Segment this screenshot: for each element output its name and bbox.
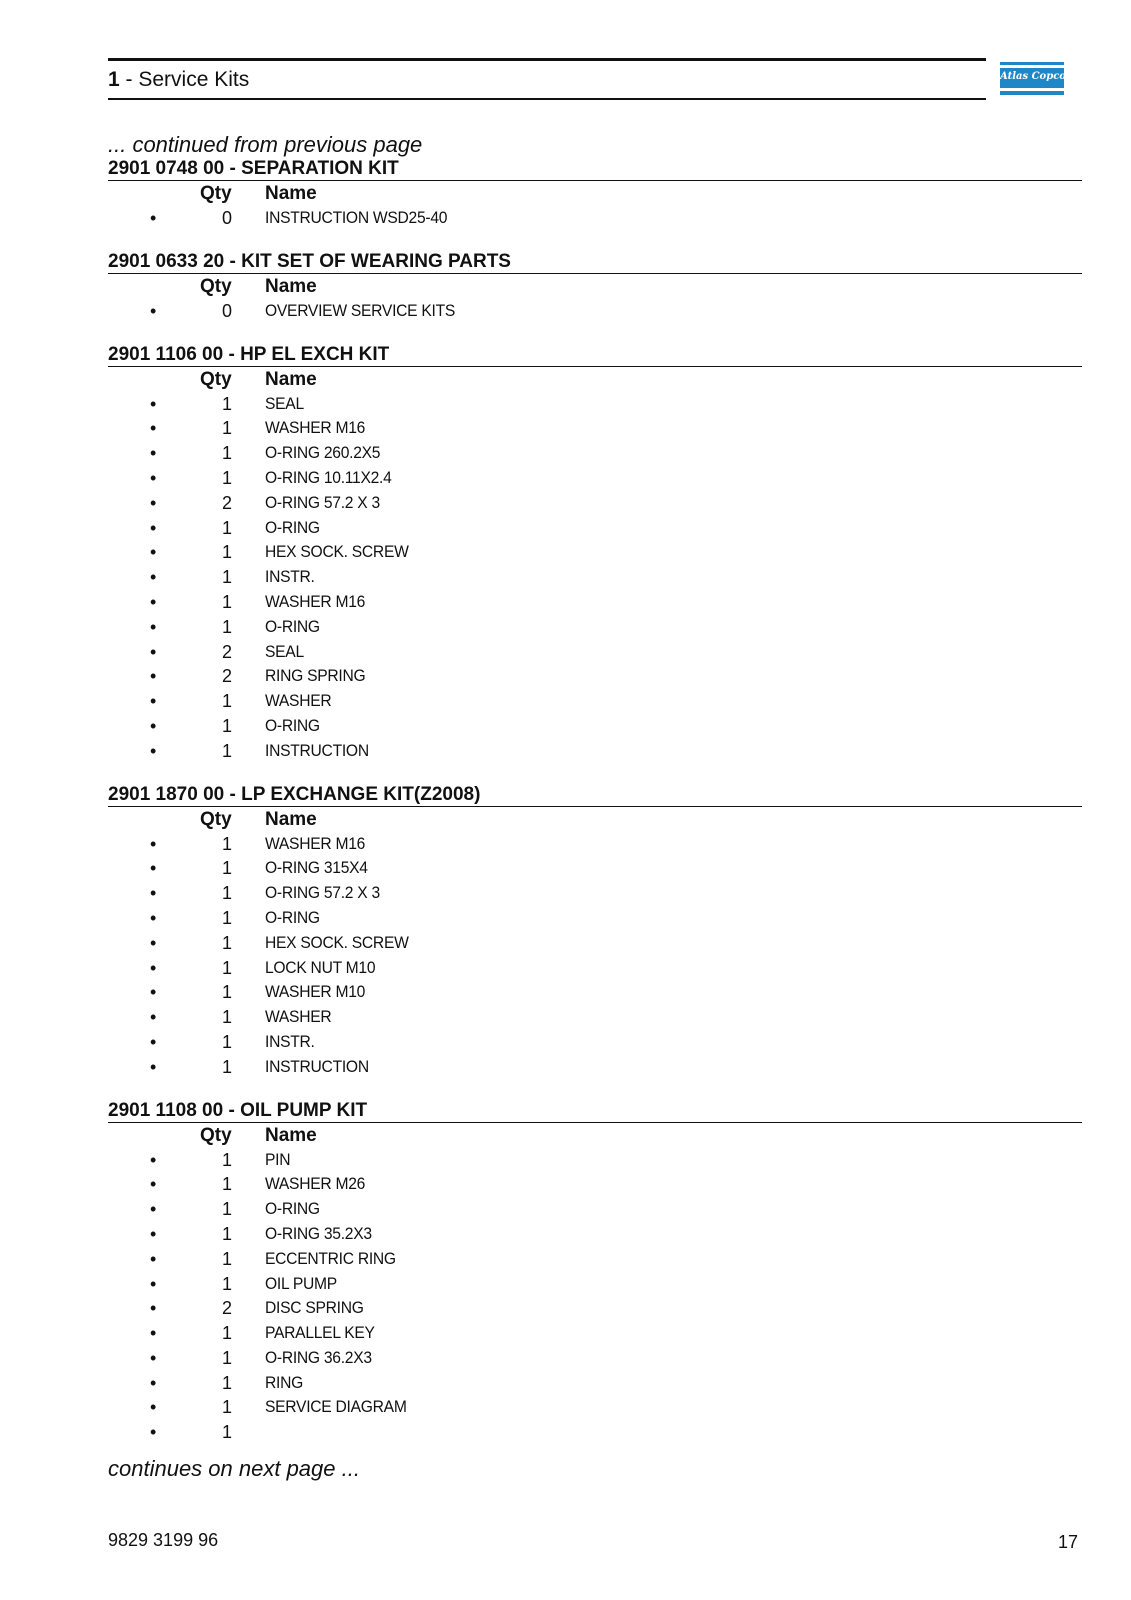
kit-section <box>108 251 1082 324</box>
qty-column-header: Qty <box>200 368 232 390</box>
part-name: O-RING 35.2X3 <box>265 1223 372 1243</box>
document-number: 9829 3199 96 <box>108 1530 219 1550</box>
part-qty: 1 <box>221 517 232 538</box>
part-qty: 1 <box>221 567 232 588</box>
kit-section <box>108 344 1082 764</box>
part-row <box>108 832 1082 857</box>
part-name: LOCK NUT M10 <box>265 957 376 977</box>
qty-column-header: Qty <box>200 275 232 297</box>
continued-from-note: ... continued from previous page <box>108 132 423 157</box>
part-row <box>108 590 1082 615</box>
part-qty: 1 <box>221 1323 232 1344</box>
atlas-copco-logo <box>1000 62 1064 95</box>
part-qty: 1 <box>221 932 232 953</box>
part-row <box>108 1030 1082 1055</box>
part-row <box>108 392 1082 417</box>
part-qty: 1 <box>221 1056 232 1077</box>
part-name: O-RING <box>265 517 320 537</box>
part-row <box>108 1222 1082 1247</box>
part-name: ECCENTRIC RING <box>265 1248 396 1268</box>
bullet-icon: • <box>150 1347 157 1368</box>
part-name: RING SPRING <box>265 666 366 686</box>
part-row <box>108 615 1082 640</box>
bullet-icon: • <box>150 393 157 414</box>
part-name: O-RING <box>265 907 320 927</box>
kit-section <box>108 1100 1082 1446</box>
chapter-number: 1 <box>108 68 120 91</box>
kit-section <box>108 784 1082 1080</box>
part-row <box>108 980 1082 1005</box>
part-qty: 1 <box>221 591 232 612</box>
column-header-row <box>108 367 1082 392</box>
part-qty: 1 <box>221 740 232 761</box>
part-qty: 1 <box>221 883 232 904</box>
chapter-title <box>108 68 249 92</box>
part-qty: 1 <box>221 1422 232 1443</box>
part-row <box>108 1247 1082 1272</box>
bullet-icon: • <box>150 517 157 538</box>
part-qty: 1 <box>221 1199 232 1220</box>
part-name: HEX SOCK. SCREW <box>265 542 409 562</box>
bullet-icon: • <box>150 208 157 228</box>
part-qty: 1 <box>221 982 232 1003</box>
part-row <box>108 491 1082 516</box>
name-column-header: Name <box>265 368 317 390</box>
part-name: HEX SOCK. SCREW <box>265 932 409 952</box>
part-qty: 2 <box>221 492 232 513</box>
part-row <box>108 1420 1082 1445</box>
part-name: INSTRUCTION <box>265 740 369 760</box>
part-row <box>108 1197 1082 1222</box>
bullet-icon: • <box>150 1149 157 1170</box>
part-row <box>108 1296 1082 1321</box>
kit-title: 2901 0748 00 - SEPARATION KIT <box>108 158 1082 181</box>
bullet-icon: • <box>150 691 157 712</box>
part-name: DISC SPRING <box>265 1298 364 1318</box>
part-name: OVERVIEW SERVICE KITS <box>265 300 456 320</box>
bullet-icon: • <box>150 833 157 854</box>
bullet-icon: • <box>150 467 157 488</box>
part-qty: 1 <box>221 858 232 879</box>
part-qty: 0 <box>221 208 232 228</box>
part-name: WASHER M10 <box>265 982 366 1002</box>
bullet-icon: • <box>150 1007 157 1028</box>
part-name: O-RING 10.11X2.4 <box>265 467 392 487</box>
part-qty: 1 <box>221 443 232 464</box>
kit-title: 2901 0633 20 - KIT SET OF WEARING PARTS <box>108 251 1082 274</box>
name-column-header: Name <box>265 1124 317 1146</box>
part-row <box>108 714 1082 739</box>
part-row <box>108 206 1082 231</box>
bullet-icon: • <box>150 1031 157 1052</box>
bullet-icon: • <box>150 932 157 953</box>
column-header-row <box>108 181 1082 206</box>
part-qty: 1 <box>221 1031 232 1052</box>
part-row <box>108 739 1082 764</box>
part-name: INSTR. <box>265 1031 315 1051</box>
qty-column-header: Qty <box>200 1124 232 1146</box>
part-name: RING <box>265 1372 304 1392</box>
part-name: OIL PUMP <box>265 1273 337 1293</box>
kit-sections <box>108 158 1082 1445</box>
part-name: O-RING <box>265 715 320 735</box>
bullet-icon: • <box>150 542 157 563</box>
part-name: INSTR. <box>265 567 315 587</box>
part-qty: 2 <box>221 666 232 687</box>
part-name: SEAL <box>265 641 304 661</box>
part-row <box>108 1148 1082 1173</box>
kit-title: 2901 1106 00 - HP EL EXCH KIT <box>108 344 1082 367</box>
part-row <box>108 1005 1082 1030</box>
bullet-icon: • <box>150 492 157 513</box>
part-name: WASHER <box>265 1007 332 1027</box>
part-name: SERVICE DIAGRAM <box>265 1397 407 1417</box>
part-qty: 1 <box>221 1223 232 1244</box>
part-qty: 1 <box>221 616 232 637</box>
part-row <box>108 466 1082 491</box>
kit-section <box>108 158 1082 231</box>
part-name: INSTRUCTION WSD25-40 <box>265 208 448 227</box>
part-row <box>108 1346 1082 1371</box>
continues-on-note: continues on next page ... <box>108 1456 360 1481</box>
part-name: O-RING 57.2 X 3 <box>265 492 380 512</box>
kit-title: 2901 1108 00 - OIL PUMP KIT <box>108 1100 1082 1123</box>
bullet-icon: • <box>150 1422 157 1443</box>
part-name: WASHER M16 <box>265 591 366 611</box>
part-row <box>108 1395 1082 1420</box>
name-column-header: Name <box>265 275 317 297</box>
part-row <box>108 956 1082 981</box>
part-name: PARALLEL KEY <box>265 1323 375 1343</box>
part-qty: 1 <box>221 833 232 854</box>
bullet-icon: • <box>150 1372 157 1393</box>
bullet-icon: • <box>150 982 157 1003</box>
bullet-icon: • <box>150 300 157 321</box>
bullet-icon: • <box>150 567 157 588</box>
part-name: O-RING <box>265 1199 320 1219</box>
part-row <box>108 640 1082 665</box>
part-row <box>108 1172 1082 1197</box>
bullet-icon: • <box>150 443 157 464</box>
bullet-icon: • <box>150 1174 157 1195</box>
part-row <box>108 881 1082 906</box>
bullet-icon: • <box>150 1223 157 1244</box>
part-qty: 1 <box>221 542 232 563</box>
part-qty: 1 <box>221 1174 232 1195</box>
part-row <box>108 1272 1082 1297</box>
part-row <box>108 689 1082 714</box>
column-header-row <box>108 274 1082 299</box>
part-name: O-RING 36.2X3 <box>265 1347 372 1367</box>
column-header-row <box>108 807 1082 832</box>
part-qty: 2 <box>221 1298 232 1319</box>
bullet-icon: • <box>150 1056 157 1077</box>
part-row <box>108 906 1082 931</box>
bullet-icon: • <box>150 907 157 928</box>
kit-title: 2901 1870 00 - LP EXCHANGE KIT(Z2008) <box>108 784 1082 807</box>
page-number: 17 <box>1058 1532 1079 1552</box>
part-row <box>108 299 1082 324</box>
part-row <box>108 565 1082 590</box>
part-name: O-RING 315X4 <box>265 858 368 878</box>
part-name: O-RING <box>265 616 320 636</box>
part-name: WASHER M16 <box>265 833 366 853</box>
part-row <box>108 540 1082 565</box>
part-row <box>108 931 1082 956</box>
bullet-icon: • <box>150 1397 157 1418</box>
part-row <box>108 516 1082 541</box>
qty-column-header: Qty <box>200 183 232 204</box>
document-body <box>108 132 1082 1445</box>
qty-column-header: Qty <box>200 808 232 830</box>
part-qty: 1 <box>221 1248 232 1269</box>
part-row <box>108 856 1082 881</box>
part-qty: 1 <box>221 393 232 414</box>
bullet-icon: • <box>150 1298 157 1319</box>
part-qty: 1 <box>221 691 232 712</box>
name-column-header: Name <box>265 183 317 204</box>
part-qty: 1 <box>221 1347 232 1368</box>
part-qty: 0 <box>221 300 232 321</box>
part-row <box>108 1321 1082 1346</box>
part-qty: 1 <box>221 1273 232 1294</box>
part-row <box>108 416 1082 441</box>
bullet-icon: • <box>150 858 157 879</box>
bullet-icon: • <box>150 883 157 904</box>
part-name: SEAL <box>265 393 304 413</box>
part-qty: 1 <box>221 715 232 736</box>
part-row <box>108 1055 1082 1080</box>
part-row <box>108 1371 1082 1396</box>
bullet-icon: • <box>150 740 157 761</box>
part-qty: 1 <box>221 1007 232 1028</box>
column-header-row <box>108 1123 1082 1148</box>
bullet-icon: • <box>150 1248 157 1269</box>
part-row <box>108 441 1082 466</box>
part-name: PIN <box>265 1149 291 1169</box>
bullet-icon: • <box>150 1199 157 1220</box>
part-qty: 2 <box>221 641 232 662</box>
bullet-icon: • <box>150 1323 157 1344</box>
part-name: WASHER M16 <box>265 418 366 438</box>
part-name: WASHER M26 <box>265 1174 366 1194</box>
part-qty: 1 <box>221 957 232 978</box>
bullet-icon: • <box>150 591 157 612</box>
bullet-icon: • <box>150 641 157 662</box>
part-qty: 1 <box>221 418 232 439</box>
bullet-icon: • <box>150 666 157 687</box>
part-name: WASHER <box>265 691 332 711</box>
part-qty: 1 <box>221 1397 232 1418</box>
logo-text: Atlas Copco <box>1000 71 1066 82</box>
part-name: O-RING 57.2 X 3 <box>265 883 380 903</box>
part-name: O-RING 260.2X5 <box>265 443 381 463</box>
bullet-icon: • <box>150 1273 157 1294</box>
name-column-header: Name <box>265 808 317 830</box>
part-row <box>108 664 1082 689</box>
chapter-title-text: - Service Kits <box>119 68 250 91</box>
bullet-icon: • <box>150 715 157 736</box>
part-qty: 1 <box>221 1149 232 1170</box>
bullet-icon: • <box>150 616 157 637</box>
bullet-icon: • <box>150 418 157 439</box>
part-name: INSTRUCTION <box>265 1056 369 1076</box>
part-qty: 1 <box>221 1372 232 1393</box>
part-qty: 1 <box>221 907 232 928</box>
bullet-icon: • <box>150 957 157 978</box>
part-qty: 1 <box>221 467 232 488</box>
page-header <box>108 58 986 100</box>
